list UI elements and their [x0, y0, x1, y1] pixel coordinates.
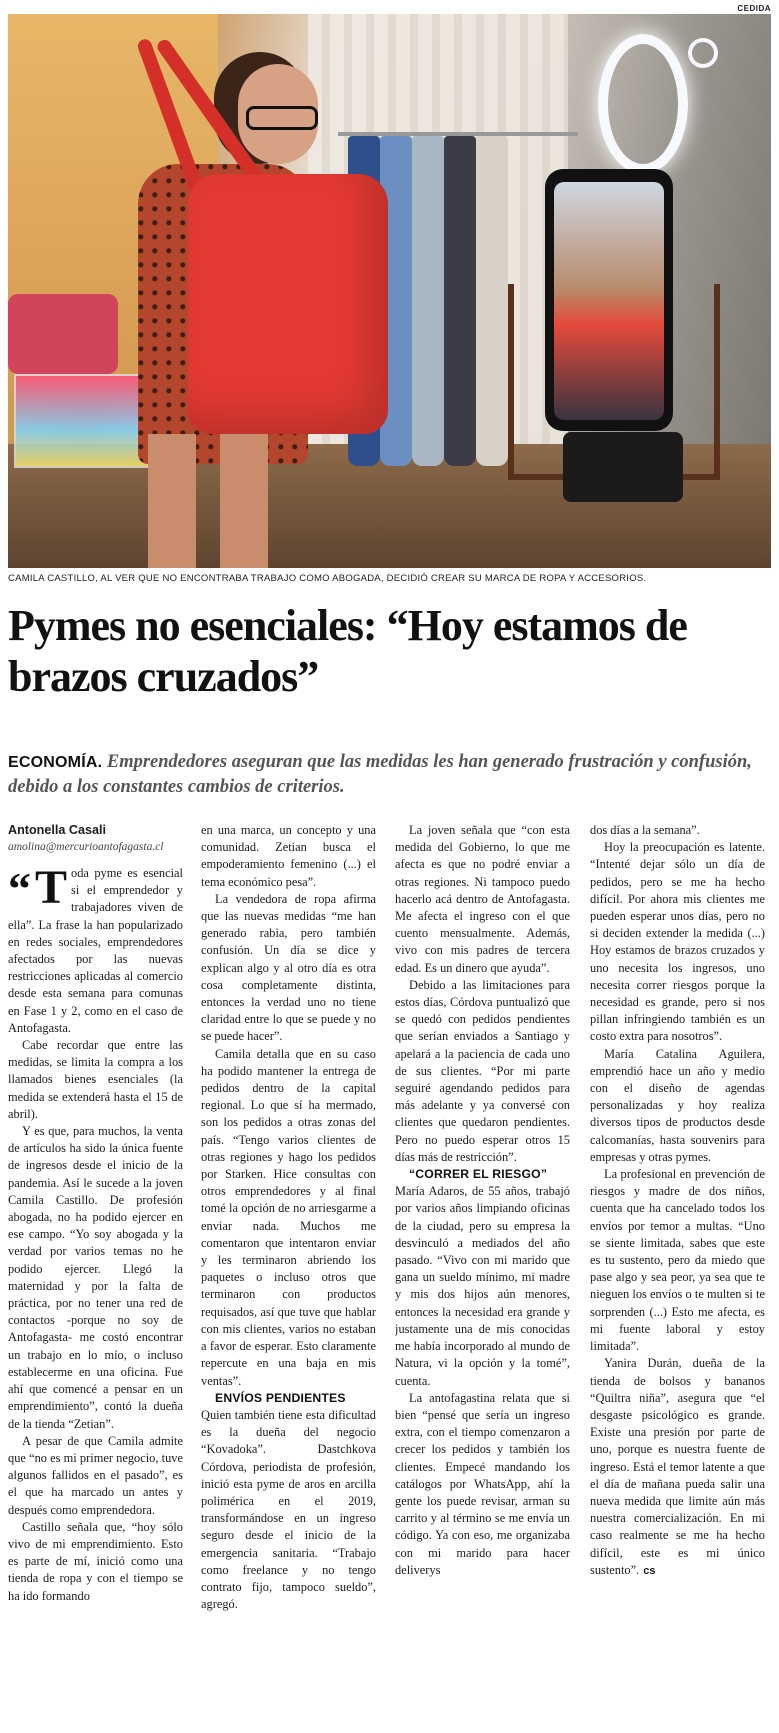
- deck-text: Emprendedores aseguran que las medidas les han generado frustración y confusión, debido a los constantes cambios de criterios.: [8, 752, 752, 797]
- paragraph: Castillo señala que, “hoy sólo vivo de mi emprendimiento. Esto es parte de mí, inició como una tienda de ropa y con el tiempo se ha ido formando: [8, 1519, 183, 1603]
- paragraph: María Catalina Aguilera, emprendió hace un año y medio con el diseño de agendas personalizadas y hoy realiza diversos tipos de productos desde calcomanías, hasta souvenirs para empresas y otras pymes.: [590, 1046, 765, 1164]
- paragraph: María Adaros, de 55 años, trabajó por varios años limpiando oficinas de la ciudad, pero su empresa la desvinculó a mediados del año pasado. “Vivo con mi marido que gana un sueldo mínimo, mi madre y mis dos hijos aún menores, entonces la necesidad era grande y justamente una de mis conocidas me había incorporado al mundo de Natura, vi la opción y la tomé”, cuenta.: [395, 1184, 570, 1388]
- paragraph: [590, 1355, 765, 1580]
- byline-email: amolina@mercurioantofagasta.cl: [8, 841, 164, 853]
- subhead-envios: ENVÍOS PENDIENTES: [215, 1390, 346, 1405]
- headline: Pymes no esenciales: “Hoy estamos de brazos cruzados”: [8, 601, 687, 701]
- paragraph: A pesar de que Camila admite que “no es mi primer negocio, tuve algunos fallidos en el pasado”, es el que ha marcado un antes y después como emprendedora.: [8, 1433, 183, 1517]
- article-column-1: [8, 822, 183, 1727]
- lead-paragraph: [8, 861, 183, 1037]
- section-label: ECONOMÍA.: [8, 754, 103, 771]
- article-column-4: [590, 822, 765, 1727]
- paragraph: La joven señala que “con esta medida del Gobierno, lo que me afecta es que no podré enviar a otras regiones. Ni tampoco puedo hacerlo acá dentro de Antofagasta. Me afecta el ingreso con el que cuento mensualmente. Además, vivo con mis padres de tercera edad. Es un dinero que ayuda”.: [395, 823, 570, 975]
- article-photo: [8, 14, 771, 568]
- photo-caption: CAMILA CASTILLO, AL VER QUE NO ENCONTRABA TRABAJO COMO ABOGADA, DECIDIÓ CREAR SU MARCA DE ROPA Y ACCESORIOS.: [8, 573, 647, 584]
- subhead-riesgo: “CORRER EL RIESGO”: [409, 1167, 548, 1182]
- paragraph: La profesional en prevención de riesgos y madre de dos niños, cuenta que ha cancelado todos los envíos por temor a multas. “Uno se siente limitada, sabes que este es tu sustento, pero da miedo que pase algo y sea peor, ya sea que te nieguen los envíos o te multen si te sorprenden (...) Esto me afecta, es mi fuente laboral y estoy limitada”.: [590, 1167, 765, 1354]
- paragraph: en una marca, un concepto y una comunidad. Zetian busca el empoderamiento femenino (...) el tema económico pesa”.: [201, 823, 376, 889]
- photo-credit: CEDIDA: [737, 4, 771, 13]
- paragraph: La antofagastina relata que si bien “pensé que sería un ingreso extra, con el tiempo comenzaron a crecer los pedidos y también los clientes. Empecé mandando los catálogos por WhatsApp, ahí la gente los puede revisar, arman su carrito y al término se me envía un código. Ya con eso, me organizaba con mi marido para hacer deliverys: [395, 1390, 570, 1577]
- paragraph: Debido a las limitaciones para estos días, Córdova puntualizó que se quedó con pedidos pendientes que serían enviados a Santiago y apelará a la paciencia de cada uno de sus clientes. “Por mi parte seguiré agendando pedidos para más adelante y ya conversé con clientes que quedaron pendientes. Pero no puedo esperar otros 15 días más de restricción”.: [395, 977, 570, 1164]
- paragraph-text: Yanira Durán, dueña de la tienda de bolsos y bananos “Quiltra niña”, asegura que “el desgaste psicológico es grande. Existe una presión por parte de uno, porque es nuestra fuente de ingreso. Está el temor latente a que el día de mañana pueda salir una nueva medida que limite aún más nuestra comercialización. En mi caso realmente se me ha hecho difícil, este es mi único sustento”.: [590, 1356, 765, 1577]
- paragraph: Hoy la preocupación es latente. “Intenté dejar sólo un día de pedidos, pero se me ha hecho difícil. Por ahora mis clientes me pueden esperar unos días, pero no si deciden extender la medida (...) Hoy estamos de brazos cruzados y uno necesita los ingresos, uno necesita correr riesgos porque la necesidad es grande, pero si nos pillan infringiendo también es un costo extra para nosotros”.: [590, 840, 765, 1044]
- paragraph: Quien también tiene esta dificultad es la dueña del negocio “Kovadoka”. Dastchkova Córdova, periodista de profesión, inició esta pyme de aros en arcilla polimérica en el 2019, transformándose en un ingreso seguro desde el inicio de la emergencia sanitaria. “Trabajo como freelance y no tengo contrato fijo, tampoco sueldo”, agregó.: [201, 1407, 376, 1612]
- article-column-2: [201, 822, 376, 1727]
- lead-text: oda pyme es esencial si el emprendedor y trabajadores viven de ella”. La frase la han popularizado en redes sociales, emprendedores afectados por las nuevas restricciones aplicadas al comercio desde esta semana para comunas en Fase 1 y 2, como en el caso de Antofagasta.: [8, 866, 183, 1035]
- paragraph: Y es que, para muchos, la venta de artículos ha sido la única fuente de ingresos desde el inicio de la pandemia. Así le sucede a la joven Camila Castillo. De profesión abogada, no ha podido ejercer en ese campo. “Yo soy abogada y la verdad por varios temas no he podido ejercer. Llegó la maternidad y por la falta de práctica, por no tener una red de contactos -porque no soy de Antofagasta- me costó encontrar un trabajo en lo mío, o incluso establecerme en una oficina. Fue ahí que comencé a pensar en un emprendimiento”, contó la dueña de la tienda “Zetian”.: [8, 1124, 183, 1431]
- end-mark: cs: [643, 1564, 656, 1577]
- article-column-3: [395, 822, 570, 1727]
- byline-author: Antonella Casali: [8, 823, 106, 837]
- drop-cap: T: [35, 861, 68, 914]
- deck: [8, 750, 771, 799]
- paragraph: dos días a la semana”.: [590, 823, 700, 837]
- paragraph: Camila detalla que en su caso ha podido mantener la entrega de pedidos dentro de la capital regional. Lo que sí ha mermado, son los pedidos a otras zonas del país. “Tengo varios clientes de otras regiones y hago los pedidos por Starken. Hice consultas con otros emprendedores y al final tomé la opción de no arriesgarme a enviar nada. Muchos me comentaron que intentaron enviar y les terminaron abriendo los paquetes o incluso otros que terminaron con productos requisados, así que tuve que hablar con mis clientes, varios no estaban a favor de esperar. Esto claramente repercute en una baja en mis ventas”.: [201, 1046, 376, 1388]
- paragraph: Cabe recordar que entre las medidas, se limita la compra a los llamados bienes esenciales (la medida se extenderá hasta el 15 de abril).: [8, 1038, 183, 1121]
- drop-quote: “: [8, 863, 31, 914]
- paragraph: La vendedora de ropa afirma que las nuevas medidas “me han generado rabia, pero también confusión. Un día se dice y explican algo y al otro día es otra cosa completamente distinta, entonces la verdad uno no tiene claridad entre lo que se puede y no se puede hacer”.: [201, 891, 376, 1044]
